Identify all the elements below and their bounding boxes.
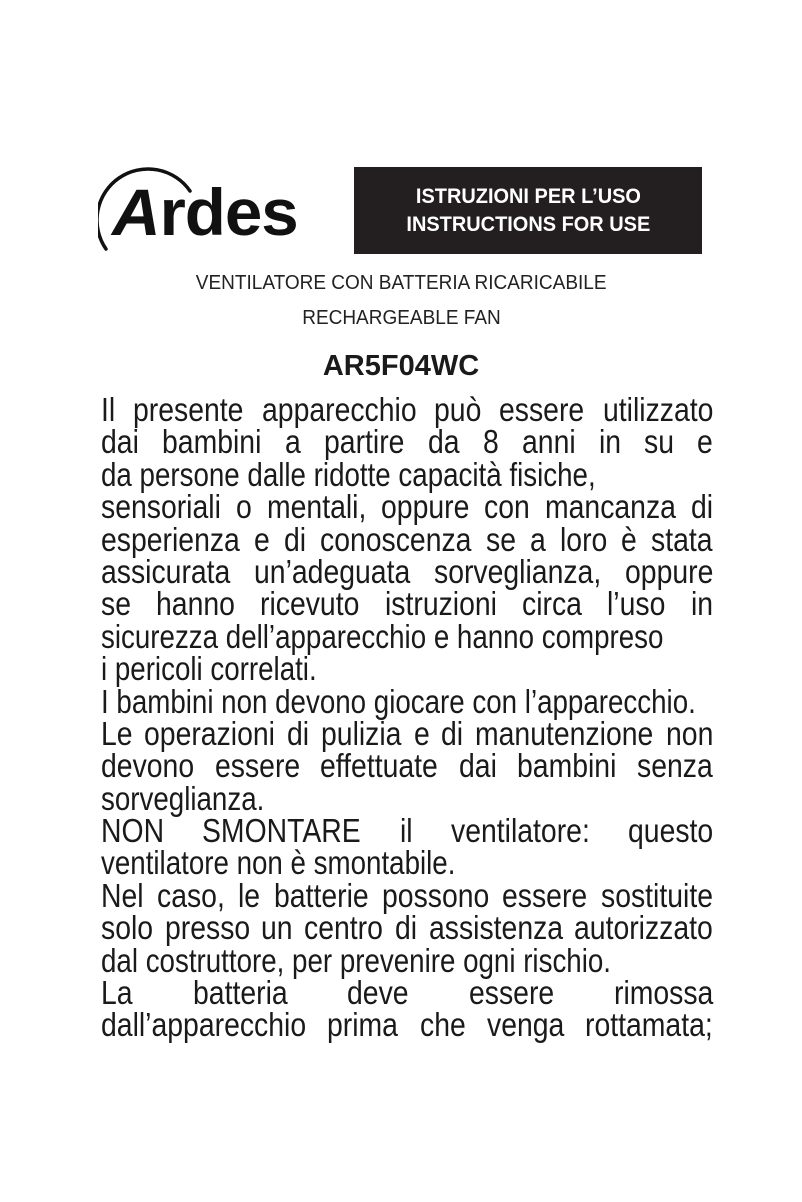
body-line-text: Le operazioni di pulizia e di manutenzione non [101,714,713,752]
body-line [101,941,713,979]
body-line [101,974,713,1012]
instructions-title-box [354,167,702,254]
product-description-english [0,307,802,330]
brand-rest: rdes [159,175,298,249]
body-line [101,714,713,752]
body-line [101,1006,714,1044]
body-line-text: NON SMONTARE il ventilatore: questo [101,812,714,850]
body-line [101,844,713,882]
body-line-text: sicurezza dell’apparecchio e hanno compreso [101,617,664,655]
body-line [101,488,714,526]
body-line [101,455,713,493]
body-line [101,585,714,623]
body-line [101,876,713,914]
body-line [101,812,714,850]
body-line-text: sensoriali o mentali, oppure con mancanza di [101,488,714,526]
body-line [101,747,713,785]
body-line-text: da persone dalle ridotte capacità fisiche, [101,455,596,493]
safety-warning-text [101,391,714,1044]
body-line-text: devono essere effettuate dai bambini senza [101,747,713,785]
body-line-text: Nel caso, le batterie possono essere sostituite [101,876,713,914]
description-it-text: VENTILATORE CON BATTERIA RICARICABILE [195,272,607,294]
product-description-italian [0,272,802,295]
title-english: INSTRUCTIONS FOR USE [406,212,650,236]
body-line-text: Il presente apparecchio può essere utilizzato [101,391,713,428]
body-line-text: ventilatore non è smontabile. [101,844,456,882]
body-line-text: sorveglianza. [101,779,265,817]
body-line [101,391,713,428]
description-en-text: RECHARGEABLE FAN [301,307,501,329]
body-line-text: dal costruttore, per prevenire ogni rischio. [101,941,611,979]
body-line [101,423,713,461]
body-line-text: assicurata un’adeguata sorveglianza, oppure [101,552,713,590]
brand-name [112,175,298,249]
title-italian: ISTRUZIONI PER L’USO [415,184,641,208]
body-line-text: La batteria deve essere rimossa [101,974,713,1012]
body-line-text: dall’apparecchio prima che venga rottamata; [101,1006,714,1044]
body-line-text: I bambini non devono giocare con l’apparecchio. [101,682,696,720]
brand-initial: A [112,175,160,249]
body-line [101,520,713,558]
body-line [101,650,713,688]
body-line-text: dai bambini a partire da 8 anni in su e [101,423,713,461]
body-line-text: i pericoli correlati. [101,650,317,688]
body-line [101,552,713,590]
body-line [101,682,713,720]
body-line [101,909,713,947]
body-line-text: se hanno ricevuto istruzioni circa l’uso in [101,585,714,623]
body-line-text: solo presso un centro di assistenza autorizzato [101,909,713,947]
ardes-logo [98,165,320,255]
body-line-text: esperienza e di conoscenza se a loro è stata [101,520,713,558]
body-line [101,617,713,655]
body-line [101,779,713,817]
model-number: AR5F04WC [322,350,480,382]
